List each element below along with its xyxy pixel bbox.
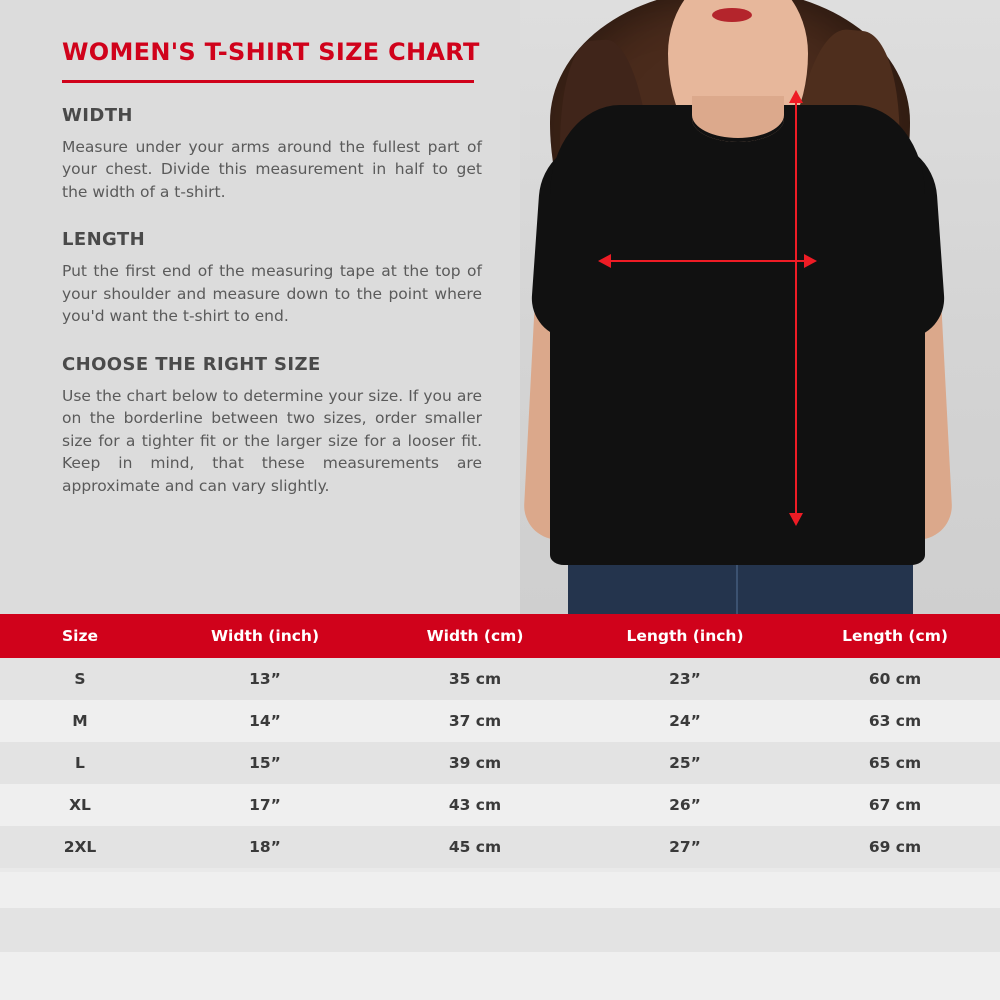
model-lips: [712, 8, 752, 22]
section-body-width: Measure under your arms around the fullest part of your chest. Divide this measurement in half to get the width of a t-shirt.: [62, 138, 482, 201]
cell-width-inch: 14”: [249, 712, 281, 730]
width-arrow-left-icon: [598, 254, 611, 268]
table-header-row: [0, 614, 1000, 658]
length-measure-line: [795, 96, 797, 520]
cell-length-cm: 67 cm: [868, 796, 922, 814]
cell-length-cm: 63 cm: [868, 712, 922, 730]
column-header-width-cm: Width (cm): [426, 627, 524, 645]
section-body-choose-size: Use the chart below to determine your size. If you are on the borderline between two sizes, order smaller size for a tighter fit or the larger size for a looser fit. Keep in mind, that these measurements are approximate and can vary slightly.: [62, 386, 482, 495]
cell-width-cm: 43 cm: [448, 796, 502, 814]
width-measure-line: [604, 260, 810, 262]
tshirt-collar: [692, 96, 784, 142]
section-body-length: Put the first end of the measuring tape at the top of your shoulder and measure down to the point where you'd want the t-shirt to end.: [62, 262, 482, 326]
table-filler-row-2: [0, 908, 1000, 952]
cell-size: L: [75, 754, 85, 772]
cell-length-inch: 23”: [669, 670, 701, 688]
section-heading-width: WIDTH: [62, 105, 133, 126]
info-text-block: [62, 38, 482, 497]
cell-width-cm: 35 cm: [448, 670, 502, 688]
table-row: [0, 658, 1000, 700]
column-header-size: Size: [61, 627, 98, 645]
cell-length-cm: 65 cm: [868, 754, 922, 772]
cell-size: 2XL: [63, 838, 97, 856]
cell-length-inch: 26”: [669, 796, 701, 814]
title-divider: [62, 80, 474, 83]
cell-width-inch: 13”: [249, 670, 281, 688]
column-header-length-cm: Length (cm): [842, 627, 948, 645]
table-row: [0, 826, 1000, 868]
column-header-width-inch: Width (inch): [210, 627, 320, 645]
section-heading-choose-size: CHOOSE THE RIGHT SIZE: [62, 353, 321, 375]
cell-length-inch: 24”: [669, 712, 701, 730]
column-header-length-inch: Length (inch): [626, 627, 744, 645]
cell-width-cm: 39 cm: [448, 754, 502, 772]
cell-length-inch: 25”: [669, 754, 701, 772]
cell-width-inch: 15”: [249, 754, 281, 772]
cell-size: XL: [69, 796, 91, 814]
cell-width-cm: 37 cm: [448, 712, 502, 730]
cell-width-cm: 45 cm: [448, 838, 502, 856]
cell-width-inch: 18”: [249, 838, 281, 856]
page-title: WOMEN'S T-SHIRT SIZE CHART: [62, 38, 480, 66]
cell-size: M: [72, 712, 88, 730]
table-row: [0, 700, 1000, 742]
info-panel: [0, 0, 520, 614]
cell-width-inch: 17”: [249, 796, 281, 814]
table-row: [0, 742, 1000, 784]
cell-length-inch: 27”: [669, 838, 701, 856]
table-filler-row-1: [0, 872, 1000, 908]
width-arrow-right-icon: [804, 254, 817, 268]
length-arrow-up-icon: [789, 90, 803, 103]
tshirt-body: [550, 105, 925, 565]
cell-length-cm: 60 cm: [868, 670, 922, 688]
model-photo: [520, 0, 1000, 614]
cell-size: S: [74, 670, 86, 688]
section-heading-length: LENGTH: [62, 229, 146, 251]
table-filler-row-3: [0, 952, 1000, 1000]
size-table: [0, 614, 1000, 868]
table-row: [0, 784, 1000, 826]
cell-length-cm: 69 cm: [868, 838, 922, 856]
length-arrow-down-icon: [789, 513, 803, 526]
